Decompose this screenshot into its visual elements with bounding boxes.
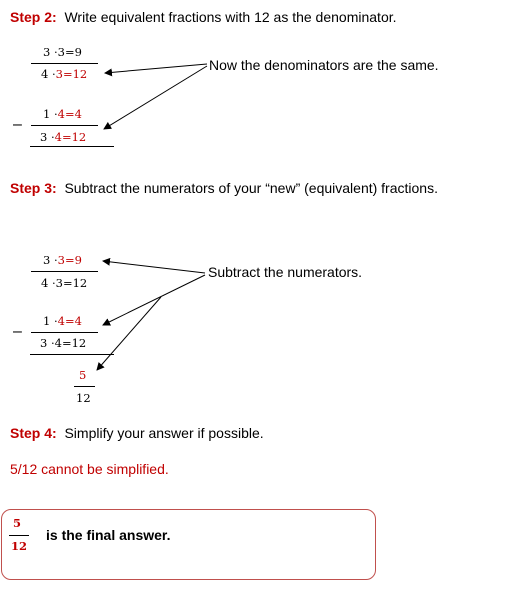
step3-arrow-to-result: [97, 297, 161, 370]
final-numerator: 5: [13, 516, 22, 530]
step2-annotation: Now the denominators are the same.: [209, 57, 439, 73]
step3-frac1-numerator: 3 ·3=9: [43, 253, 82, 267]
step3-minus-sign: –: [13, 323, 22, 340]
step3-text: Subtract the numerators of your “new” (equivalent) fractions.: [64, 180, 438, 196]
step3-label: Step 3:: [10, 180, 57, 196]
final-answer-text: is the final answer.: [46, 527, 171, 543]
step3-frac2-denominator: 3 ·4=12: [40, 336, 87, 350]
step3-arrow-to-frac2: [103, 275, 205, 325]
step2-frac2-numerator: 1 ·4=4: [43, 107, 82, 121]
step4-text: Simplify your answer if possible.: [64, 425, 264, 441]
step2-minus-sign: –: [13, 116, 22, 133]
step3-annotation: Subtract the numerators.: [208, 264, 363, 280]
step3-result-denominator: 12: [76, 391, 91, 405]
step2-frac1-numerator: 3 ·3=9: [43, 45, 82, 59]
step3-result-numerator: 5: [79, 368, 87, 382]
step2-frac2-denominator: 3 ·4=12: [40, 130, 87, 144]
step2-frac1-denominator: 4 ·3=12: [41, 67, 88, 81]
step2-arrow-to-frac1: [105, 64, 207, 73]
step2-text: Write equivalent fractions with 12 as the denominator.: [64, 9, 397, 25]
step2-arrow-to-frac2: [104, 66, 207, 129]
final-denominator: 12: [11, 539, 28, 553]
step4-label: Step 4:: [10, 425, 57, 441]
simplify-note: 5/12 cannot be simplified.: [10, 461, 169, 477]
step2-label: Step 2:: [10, 9, 57, 25]
step3-arrow-to-frac1: [103, 261, 205, 273]
step3-frac1-denominator: 4 ·3=12: [41, 276, 88, 290]
step3-frac2-numerator: 1 ·4=4: [43, 314, 82, 328]
